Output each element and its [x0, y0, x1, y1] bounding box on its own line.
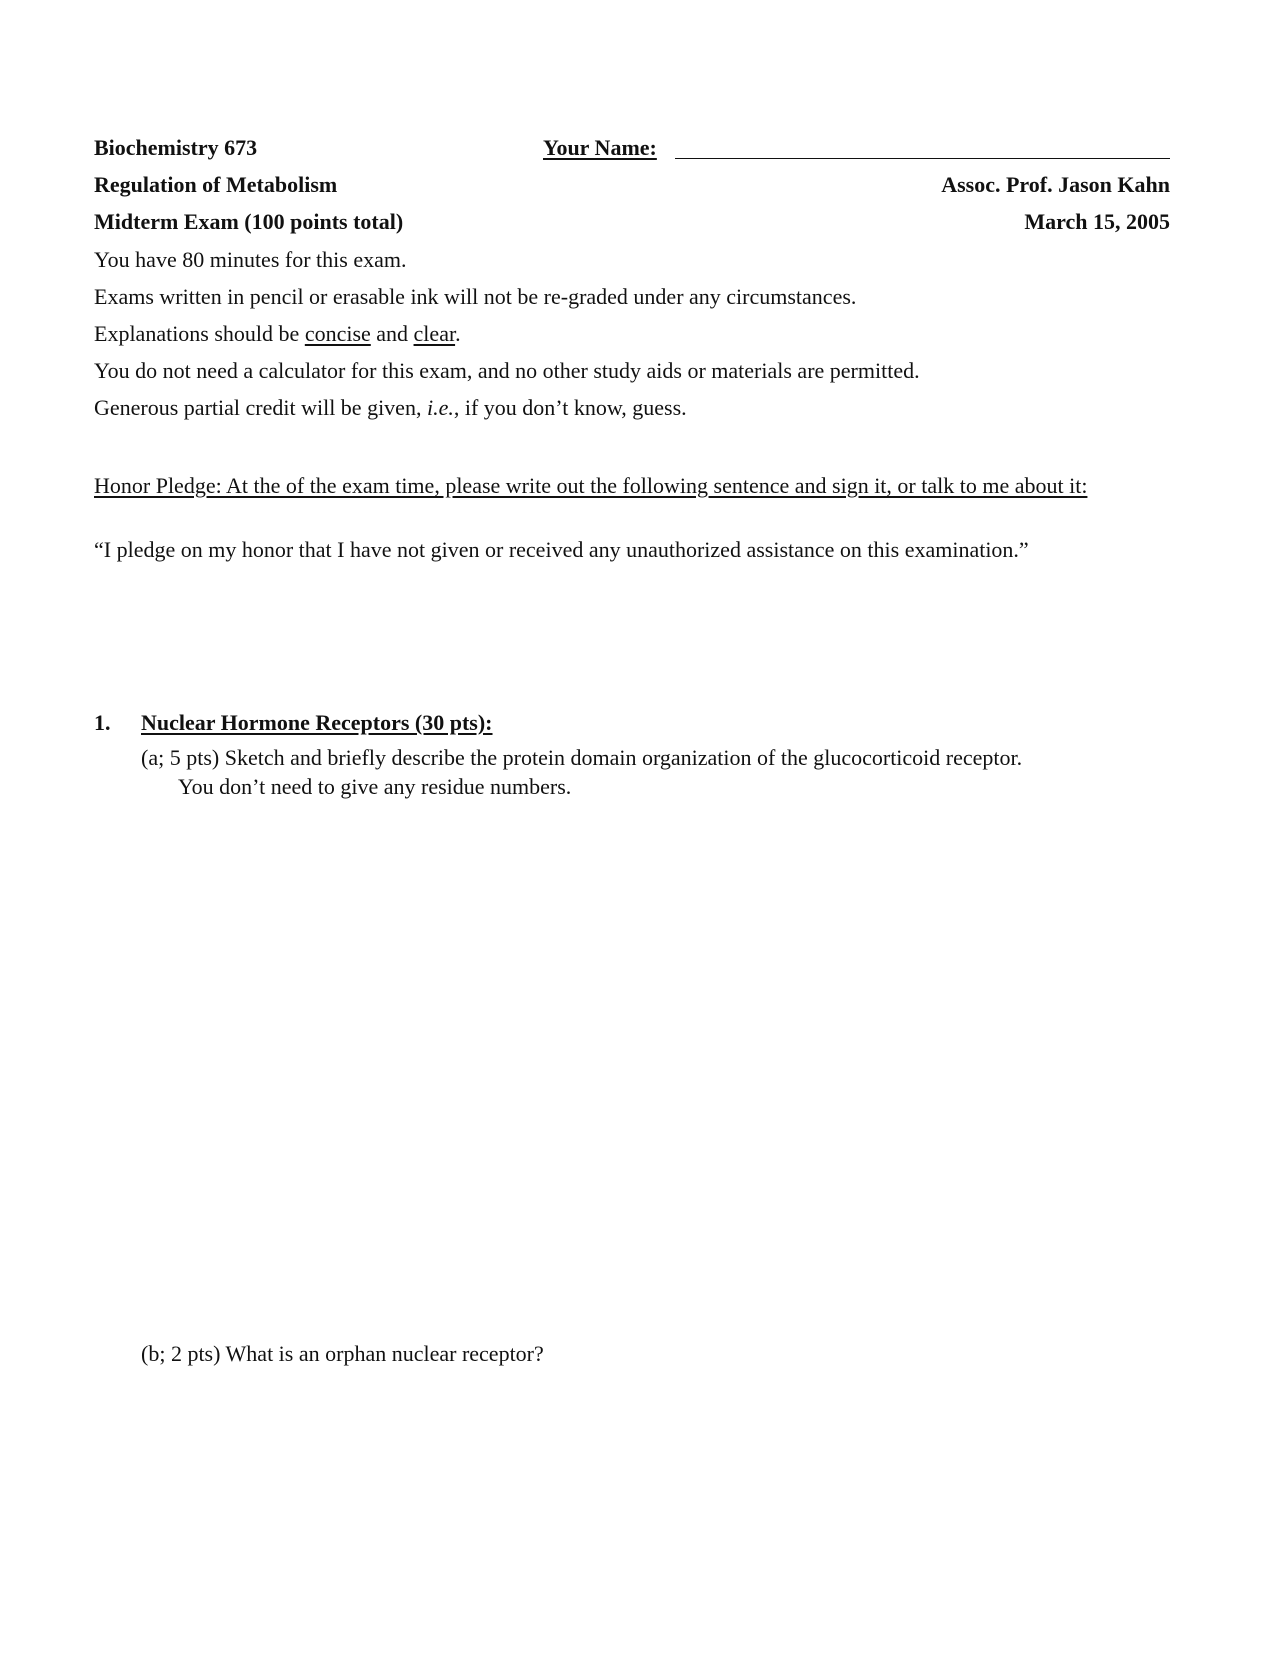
explain-and: and: [370, 321, 414, 346]
instructor-name: Assoc. Prof. Jason Kahn: [941, 172, 1170, 197]
honor-pledge-statement: “I pledge on my honor that I have not given or received any unauthorized assistance on this examination.”: [94, 537, 1029, 562]
exam-title: Midterm Exam (100 points total): [94, 209, 404, 234]
explain-clear: clear: [413, 321, 456, 346]
question-1-number: 1.: [94, 710, 111, 735]
honor-pledge-heading: Honor Pledge: At the of the exam time, please write out the following sentence and sign it, or talk to me about it:: [94, 473, 1088, 498]
name-label: Your Name:: [543, 135, 657, 160]
credit-prefix: Generous partial credit will be given,: [94, 395, 427, 420]
explain-end: .: [455, 321, 461, 346]
course-title: Biochemistry 673: [94, 135, 258, 160]
instruction-credit: [94, 394, 687, 422]
course-subtitle: Regulation of Metabolism: [94, 172, 338, 197]
question-1b: (b; 2 pts) What is an orphan nuclear receptor?: [141, 1341, 544, 1366]
question-1a-line1: (a; 5 pts) Sketch and briefly describe the protein domain organization of the glucocorticoid receptor.: [141, 745, 1023, 770]
name-field: [543, 134, 1170, 162]
instruction-time: You have 80 minutes for this exam.: [94, 247, 407, 272]
instruction-explanations: [94, 320, 461, 348]
name-blank-line: [675, 158, 1170, 159]
question-1a-line2: You don’t need to give any residue numbers.: [178, 774, 572, 799]
instruction-ink: Exams written in pencil or erasable ink will not be re-graded under any circumstances.: [94, 284, 857, 309]
exam-date: March 15, 2005: [1024, 209, 1170, 234]
question-1-title: Nuclear Hormone Receptors (30 pts):: [141, 710, 493, 735]
explain-concise: concise: [304, 321, 371, 346]
credit-suffix: , if you don’t know, guess.: [453, 395, 687, 420]
instruction-calculator: You do not need a calculator for this exam, and no other study aids or materials are permitted.: [94, 358, 920, 383]
explain-prefix: Explanations should be: [94, 321, 305, 346]
credit-ie: i.e.: [426, 395, 454, 420]
question-1-heading: [94, 709, 493, 737]
